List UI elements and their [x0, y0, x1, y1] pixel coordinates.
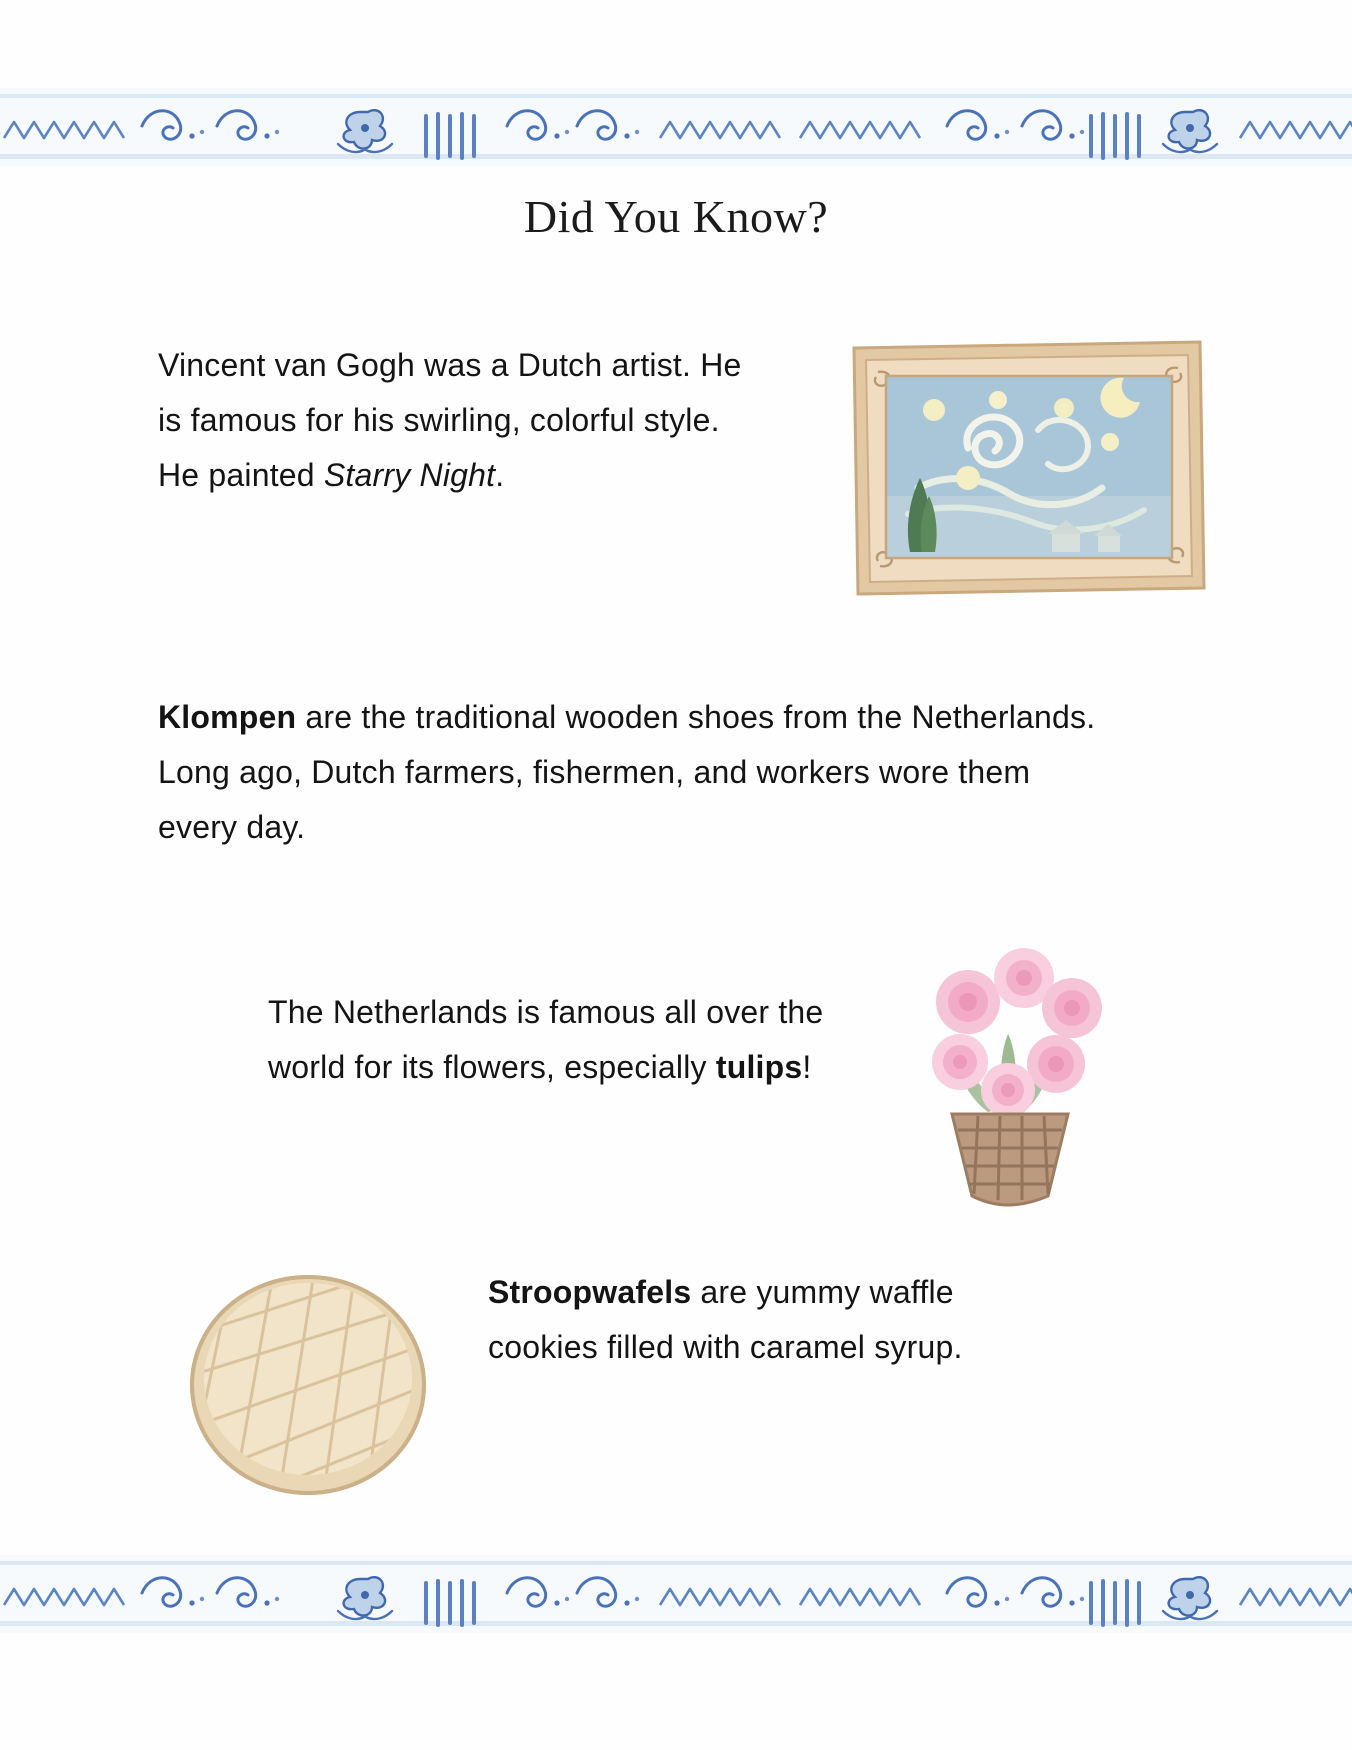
text-segment: are yummy waffle cookies filled with caramel syrup.: [488, 1274, 963, 1366]
text-segment: Vincent van Gogh was a Dutch artist. He is famous for his swirling, colorful style. He painted: [158, 347, 742, 494]
paragraph-tulips: [268, 985, 848, 1095]
text-segment: are the traditional wooden shoes from the Netherlands. Long ago, Dutch farmers, fishermen, and workers wore them every day.: [158, 699, 1096, 846]
paragraph-klompen: [158, 690, 1118, 855]
delft-blue-border-top: [0, 88, 1352, 166]
framed-painting-illustration: [848, 338, 1208, 600]
text-segment-bold: Klompen: [158, 699, 297, 735]
text-segment: The Netherlands is famous all over the world for its flowers, especially: [268, 994, 824, 1086]
delft-blue-border-bottom: [0, 1555, 1352, 1633]
text-segment-bold: Stroopwafels: [488, 1274, 692, 1310]
paragraph-van-gogh: [158, 338, 758, 503]
page-title: Did You Know?: [523, 191, 829, 242]
paragraph-stroopwafels: [488, 1265, 1008, 1375]
text-segment-bold: tulips: [715, 1049, 803, 1086]
tulip-basket-illustration: [900, 938, 1120, 1218]
stroopwafel-illustration: [180, 1265, 440, 1505]
text-segment: !: [802, 1049, 812, 1086]
text-segment-italic: Starry Night: [323, 457, 496, 494]
text-segment: .: [495, 457, 505, 494]
